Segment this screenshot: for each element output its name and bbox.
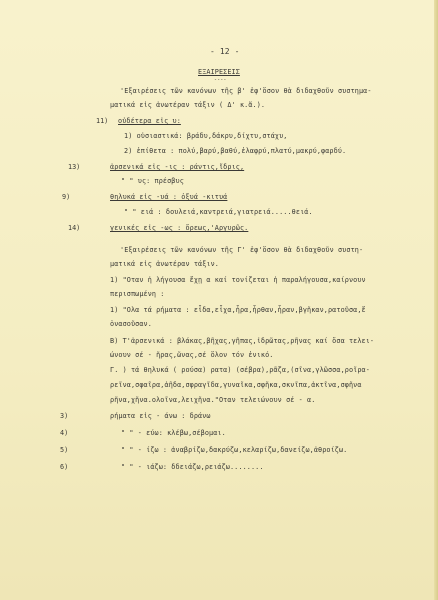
item-label: 14) [68, 224, 81, 232]
item-text: οὐδέτερα εἰς υ: [118, 117, 181, 125]
rule-line: 1) "Ολα τά ρήματα : εἶδα,εἶχα,ἦρα,ἦρθαν,ἦραν,βγῆκαν,ρατοῦσα,ἔ [110, 306, 366, 314]
sub-item: 1) οὐσιαστικά: βράδυ,δάκρυ,δίχτυ,στάχυ, [124, 132, 288, 140]
item-text: " " - ίζω : ἀναβρίζω,δακρύζω,κελαρίζω,δανείζω,ἀθροίζω. [121, 446, 348, 454]
rule-line: ώνουν σέ - ῆρας,ῶνας,σέ ὅλον τόν ἑνικό. [110, 351, 274, 359]
item-text: " " - εύω: κλέβω,σέβομαι. [121, 429, 226, 437]
page-number: - 12 - [210, 47, 240, 56]
item-label: 11) [96, 117, 109, 125]
intro-line-1: 'Εξαιρέσεις τῶν κανόνων τῆς β' ἐφ'ὅσον θὰ διδαχθοῦν συστημα- [120, 87, 372, 95]
sub-item: 2) ἐπίθετα : πολύ,βαρύ,βαθύ,ἐλαφρύ,πλατύ,μακρύ,φαρδύ. [124, 147, 347, 155]
item-label: 9) [62, 193, 71, 201]
heading-rule: ---- [214, 77, 227, 83]
section-intro-2: ματικά εἰς ἀνωτέραν τάξιν. [110, 260, 219, 268]
rule-line: Γ. ) τά θηλυκά ( ρούσα) ρατα) (σέβρα),ρᾶζα,(σῖνα,γλῶσσα,ροῖρα- [110, 366, 370, 374]
item-text: ρήματα εἰς - άνω : δράνω [110, 412, 211, 420]
intro-line-2: ματικά εἰς ἀνωτέραν τάξιν ( Δ' κ.ἄ.). [110, 101, 266, 109]
item-label: 6) [60, 463, 69, 471]
heading: ΕΞΑΙΡΕΣΕΙΣ [198, 68, 240, 76]
rule-line: 1) "Οταν ἡ λήγουσα ἔχῃ α καί τονίζεται ἡ παραλήγουσα,καίρνουν [110, 276, 366, 284]
rule-line: ρῆνα,χῆνα.ολοῖνα,λειχῆνα."Οταν τελειώνουν σέ - α. [110, 396, 316, 404]
sub-item: " " ειά : δουλειά,καντρειά,γιατρειά.....θειά. [124, 208, 313, 216]
rule-line: B) Τ'ἀρσενικά : βλάκας,βῆχας,γῆπας,ἱδρῶτας,ρῆνας καί ὅσα τελει- [110, 337, 375, 345]
item-text: θηλυκά εἰς -υά : ὀξυά -κιτυά [110, 193, 228, 201]
item-label: 3) [60, 412, 69, 420]
item-label: 13) [68, 163, 81, 171]
section-intro-1: 'Εξαιρέσεις τῶν κανόνων τῆς Γ' ἐφ'ὅσον θὰ διδαχθοῦν συστη- [120, 246, 364, 254]
item-label: 4) [60, 429, 69, 437]
sub-item: " " υς: πρέσβυς [121, 177, 184, 185]
item-label: 5) [60, 446, 69, 454]
item-text: γενικές εἰς -ως : ὄρεως,'Αργυρῶς. [110, 224, 249, 232]
rule-line: ρεῖνα,σφαῖρα,ἀῆδα,σφραγῖδα,γυναῖκα,σφῆκα,σκνῖπα,ἀκτῖνα,σφῆνα [110, 381, 362, 389]
item-text: " " - ιάζω: δδειάζω,ρειάζω........ [121, 463, 264, 471]
rule-line: ὁνασοῦσαν. [110, 320, 152, 328]
rule-line: περισπωμένη : [110, 290, 165, 298]
page-edge [434, 0, 438, 600]
item-text: ἀρσενικά εἰς -ις : ράντις,ἴδρις, [110, 163, 245, 171]
